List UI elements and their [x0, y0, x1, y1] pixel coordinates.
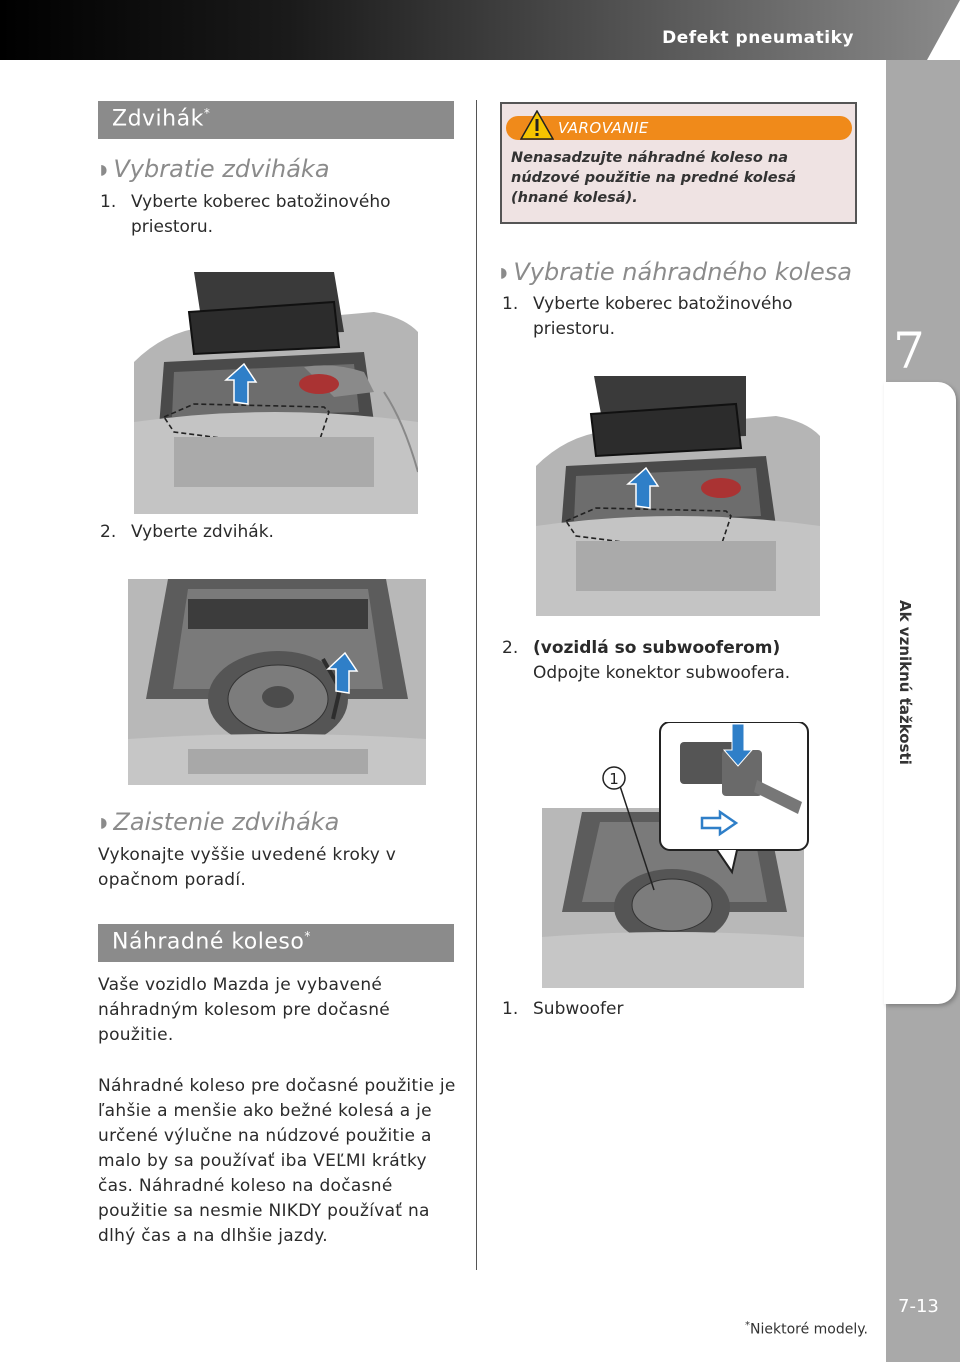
- step-item: [100, 520, 430, 545]
- paragraph: Vaše vozidlo Mazda je vybavené náhradným kolesom pre dočasné použitie.: [98, 975, 391, 1045]
- figure-trunk-open: [134, 272, 418, 514]
- footnote-mark: *: [745, 1320, 750, 1331]
- side-tab-active[interactable]: [884, 382, 956, 1004]
- legend-text: Subwoofer: [533, 999, 624, 1019]
- footnote: [745, 1320, 868, 1338]
- step-item: [502, 636, 832, 686]
- step-condition: (vozidlá so subwooferom): [533, 638, 781, 658]
- step-text: Vyberte koberec batožinového priestoru.: [533, 294, 793, 339]
- section-title-text: Náhradné koleso: [112, 929, 305, 955]
- step-item: [100, 190, 430, 240]
- step-instruction: Odpojte konektor subwoofera.: [533, 663, 791, 683]
- step-number: 1.: [100, 192, 117, 212]
- legend-number: 1.: [502, 999, 519, 1019]
- warning-label: VAROVANIE: [558, 119, 649, 137]
- subheading-vybratie-zdvihaka: [100, 155, 330, 183]
- column-divider: [476, 100, 477, 1270]
- paragraph: Náhradné koleso pre dočasné použitie je ľahšie a menšie ako bežné kolesá a je určené výlučne na núdzové použitie a malo by sa používať iba VEĽMI krátky čas. Náhradné koleso na dočasné použitie sa nesmie NIKDY používať na dlhý čas a na dlhšie jazdy.: [98, 1076, 456, 1246]
- subheading-vybratie-kolesa: [500, 258, 852, 286]
- step-item: [502, 292, 832, 342]
- bullet-marker-icon: ◗: [100, 162, 108, 178]
- warning-text: Nenasadzujte náhradné koleso na núdzové použitie na predné kolesá (hnané kolesá).: [511, 150, 797, 206]
- subheading-text: Vybratie zdviháka: [113, 155, 330, 183]
- subheading-text: Zaistenie zdviháka: [113, 808, 340, 836]
- side-tab-label: Ak vzniknú ťažkosti: [896, 600, 914, 765]
- figure-subwoofer-connector: [542, 722, 810, 988]
- step-number: 2.: [100, 522, 117, 542]
- legend-item: [502, 997, 802, 1022]
- bullet-marker-icon: ◗: [100, 815, 108, 831]
- section-title-text: Zdvihák: [112, 106, 204, 132]
- section-title-nahradne-koleso: [98, 924, 454, 962]
- subheading-text: Vybratie náhradného kolesa: [513, 258, 852, 286]
- step-number: 2.: [502, 638, 519, 658]
- step-text: Vyberte koberec batožinového priestoru.: [131, 192, 391, 237]
- footnote-mark: *: [304, 929, 311, 943]
- callout-number: 1: [609, 770, 619, 788]
- page-number: 7-13: [898, 1296, 939, 1317]
- bullet-marker-icon: ◗: [500, 265, 508, 281]
- paragraph: Vykonajte vyššie uvedené kroky v opačnom poradí.: [98, 845, 397, 890]
- figure-trunk-open-2: [536, 376, 820, 616]
- section-title-zdvihak: [98, 101, 454, 139]
- header-title: Defekt pneumatiky: [662, 28, 854, 48]
- warning-triangle-icon: [520, 110, 554, 140]
- step-number: 1.: [502, 294, 519, 314]
- step-text: [502, 636, 832, 686]
- footnote-text: Niektoré modely.: [750, 1321, 868, 1338]
- chapter-number: 7: [893, 322, 925, 380]
- subheading-zaistenie-zdvihaka: [100, 808, 339, 836]
- figure-jack-location: [128, 579, 426, 785]
- footnote-mark: *: [203, 106, 211, 120]
- step-text: Vyberte zdvihák.: [131, 522, 274, 542]
